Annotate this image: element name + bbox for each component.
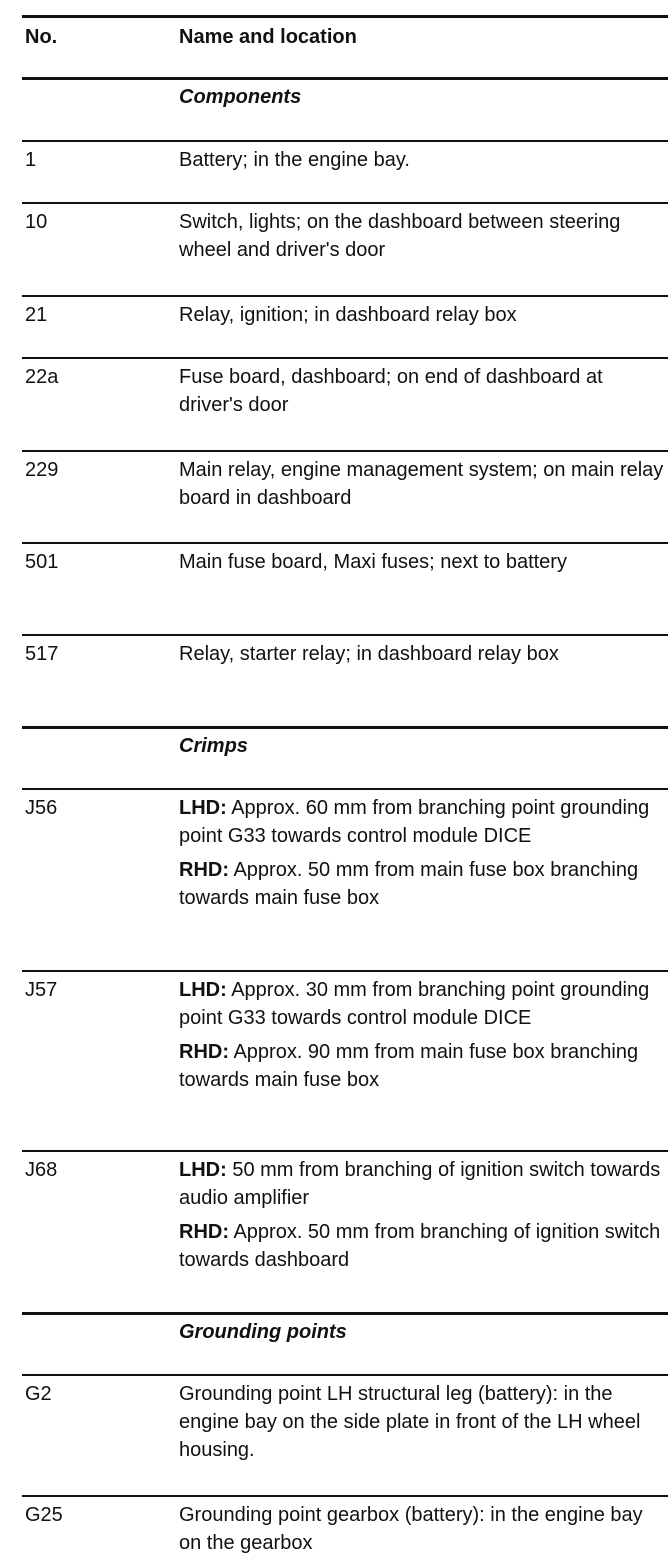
item-number: 1 xyxy=(25,149,37,171)
drive-side-label: RHD: xyxy=(179,1041,229,1063)
description-text: Approx. 50 mm from main fuse box branching towards main fuse box xyxy=(179,859,639,909)
table-row xyxy=(22,202,668,295)
table-row xyxy=(22,140,668,202)
section-title: Crimps xyxy=(179,735,248,757)
item-number: 10 xyxy=(25,211,48,233)
item-number: J56 xyxy=(25,797,58,819)
section-header xyxy=(22,726,668,788)
drive-side-label: RHD: xyxy=(179,1221,229,1243)
description-paragraph xyxy=(179,1038,668,1094)
header-name-location: Name and location xyxy=(179,26,357,48)
description-paragraph xyxy=(179,548,668,576)
table-row xyxy=(22,542,668,634)
description-paragraph xyxy=(179,1156,668,1212)
item-name-location xyxy=(179,794,668,912)
rule-line xyxy=(22,357,668,359)
header-no: No. xyxy=(25,26,58,48)
item-name-location xyxy=(179,548,668,576)
section-header xyxy=(22,1312,668,1374)
rule-line xyxy=(22,77,668,80)
item-number: G25 xyxy=(25,1504,63,1526)
rule-line xyxy=(22,1312,668,1315)
item-name-location xyxy=(179,640,668,668)
item-name-location xyxy=(179,976,668,1094)
rule-line xyxy=(22,634,668,636)
description-text: Main relay, engine management system; on main relay board in dashboard xyxy=(179,459,664,509)
item-name-location xyxy=(179,1156,668,1274)
description-paragraph xyxy=(179,640,668,668)
drive-side-label: LHD: xyxy=(179,979,227,1001)
item-number: 229 xyxy=(25,459,59,481)
rule-line xyxy=(22,542,668,544)
section-title: Components xyxy=(179,86,302,108)
drive-side-label: LHD: xyxy=(179,1159,227,1181)
item-name-location xyxy=(179,208,668,264)
table-row xyxy=(22,1374,668,1495)
item-name-location xyxy=(179,301,668,329)
description-text: Approx. 50 mm from branching of ignition switch towards dashboard xyxy=(179,1221,661,1271)
rule-line xyxy=(22,295,668,297)
section-title: Grounding points xyxy=(179,1321,347,1343)
description-text: Relay, starter relay; in dashboard relay box xyxy=(179,643,559,665)
description-paragraph xyxy=(179,976,668,1032)
rule-line xyxy=(22,202,668,204)
rule-line xyxy=(22,1374,668,1376)
table-row xyxy=(22,788,668,970)
rule-line xyxy=(22,1150,668,1152)
description-paragraph xyxy=(179,456,668,512)
item-name-location xyxy=(179,456,668,512)
item-name-location xyxy=(179,1380,668,1464)
table-row xyxy=(22,970,668,1150)
item-number: G2 xyxy=(25,1383,52,1405)
item-number: 517 xyxy=(25,643,59,665)
item-name-location xyxy=(179,146,668,174)
table-row xyxy=(22,295,668,357)
description-text: Approx. 60 mm from branching point grounding point G33 towards control module DICE xyxy=(179,797,650,847)
description-text: Main fuse board, Maxi fuses; next to battery xyxy=(179,551,567,573)
rule-line xyxy=(22,140,668,142)
section-header xyxy=(22,77,668,140)
drive-side-label: RHD: xyxy=(179,859,229,881)
description-text: Battery; in the engine bay. xyxy=(179,149,410,171)
table-row xyxy=(22,450,668,542)
description-text: 50 mm from branching of ignition switch towards audio amplifier xyxy=(179,1159,661,1209)
drive-side-label: LHD: xyxy=(179,797,227,819)
item-name-location xyxy=(179,363,668,419)
description-text: Relay, ignition; in dashboard relay box xyxy=(179,304,517,326)
table-row xyxy=(22,1495,668,1568)
description-text: Fuse board, dashboard; on end of dashboard at driver's door xyxy=(179,366,603,416)
description-paragraph xyxy=(179,1501,668,1557)
description-paragraph xyxy=(179,363,668,419)
description-text: Approx. 30 mm from branching point grounding point G33 towards control module DICE xyxy=(179,979,650,1029)
description-text: Grounding point LH structural leg (battery): in the engine bay on the side plate in front of the LH wheel housing. xyxy=(179,1383,641,1461)
description-paragraph xyxy=(179,1380,668,1464)
table-header xyxy=(22,15,668,77)
table-row xyxy=(22,634,668,726)
rule-line xyxy=(22,726,668,729)
description-text: Grounding point gearbox (battery): in the engine bay on the gearbox xyxy=(179,1504,643,1554)
description-paragraph xyxy=(179,146,668,174)
description-paragraph xyxy=(179,301,668,329)
description-paragraph xyxy=(179,208,668,264)
description-paragraph xyxy=(179,856,668,912)
rule-line xyxy=(22,970,668,972)
description-paragraph xyxy=(179,794,668,850)
table-row xyxy=(22,1150,668,1312)
table-row xyxy=(22,357,668,450)
rule-line xyxy=(22,788,668,790)
item-number: 22a xyxy=(25,366,59,388)
rule-line xyxy=(22,15,668,18)
description-text: Approx. 90 mm from main fuse box branching towards main fuse box xyxy=(179,1041,639,1091)
item-name-location xyxy=(179,1501,668,1557)
item-number: J68 xyxy=(25,1159,58,1181)
description-paragraph xyxy=(179,1218,668,1274)
rule-line xyxy=(22,450,668,452)
item-number: 21 xyxy=(25,304,48,326)
item-number: 501 xyxy=(25,551,59,573)
item-number: J57 xyxy=(25,979,58,1001)
description-text: Switch, lights; on the dashboard between steering wheel and driver's door xyxy=(179,211,621,261)
rule-line xyxy=(22,1495,668,1497)
